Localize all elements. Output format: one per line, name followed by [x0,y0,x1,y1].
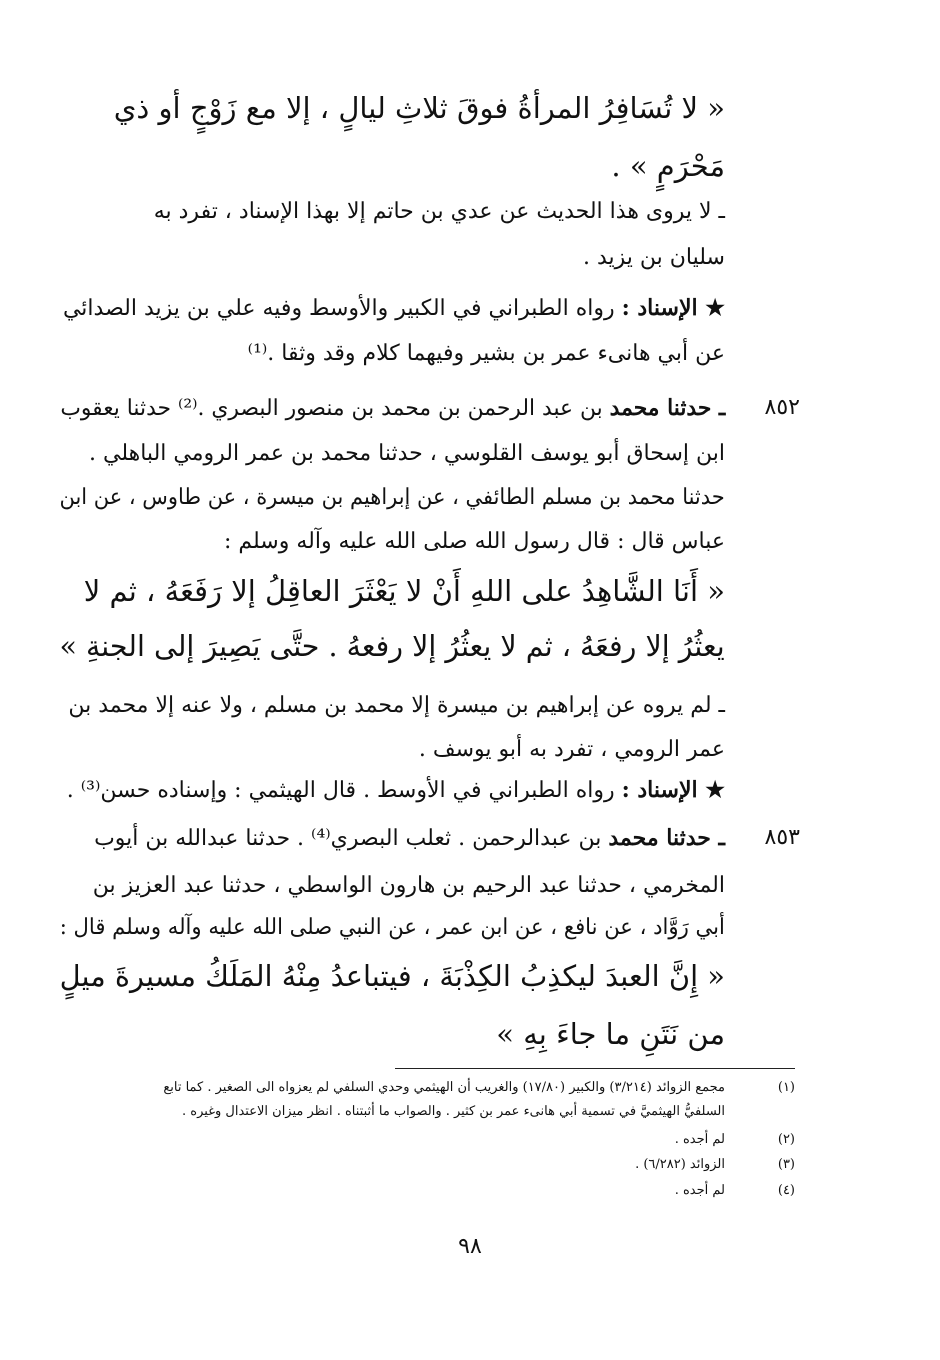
matn-line: « أَنَا الشَّاهِدُ على اللهِ أَنْ لا يَعْثَرَ العاقِلُ إلا رَفَعَهُ ، ثم لا [83,574,725,608]
chain-line: حدثنا محمد بن مسلم الطائفي ، عن إبراهيم بن ميسرة ، عن طاوس ، عن ابن [59,485,725,510]
chain-lead: ـ حدثنا محمد [609,395,725,421]
chain-line: ابن إسحاق أبو يوسف القلوسي ، حدثنا محمد بن عمر الرومي الباهلي . [89,441,725,466]
isnad-line [67,770,725,811]
footnote-number: (٤) [777,1183,795,1198]
note-line: سليان بن يزيد . [583,245,725,270]
chain-line [60,388,725,429]
footnote-divider [395,1068,795,1069]
matn-line: مَحْرَمٍ » . [611,149,725,183]
isnad-text: رواه الطبراني في الأوسط . قال الهيثمي : وإسناده حسن⁽³⁾ . [66,778,615,803]
footnote-text: السلفيُّ الهيثميَّ في تسمية أبي هانىء عمر بن كثير . والصواب ما أثبتناه . انظر ميزان الاعتدال وغيره . [182,1104,725,1119]
chain-line [94,818,725,859]
note-line: ـ لا يروى هذا الحديث عن عدي بن حاتم إلا بهذا الإسناد ، تفرد به [153,199,725,224]
chain-line: أبي رَوَّاد ، عن نافع ، عن ابن عمر ، عن النبي صلى الله عليه وآله وسلم قال : [59,915,725,940]
matn-line: يعثُرُ إلا رفعَهُ ، ثم لا يعثُرُ إلا رفعهُ . حتَّى يَصِيرَ إلى الجنةِ » [59,629,725,663]
matn-line: من نَتَنِ ما جاءَ بِهِ » [496,1017,725,1051]
chain-text: بن عبد الرحمن بن محمد بن منصور البصري .⁽²⁾ حدثنا يعقوب [60,396,603,421]
footnote-text: مجمع الزوائد (٣/٢١٤) والكبير (١٧/٨٠) والغريب أن الهيثمي وحدي السلفي لم يعزواه الى الصغير . كما تابع [163,1080,725,1095]
page-number: ٩٨ [458,1234,482,1259]
note-line: عمر الرومي ، تفرد به أبو يوسف . [418,737,725,762]
chain-text: بن عبدالرحمن . ثعلب البصري⁽⁴⁾ . حدثنا عبدالله بن أيوب [94,826,602,851]
isnad-line: عن أبي هانىء عمر بن بشير وفيهما كلام وقد وثقا .⁽¹⁾ [247,341,725,366]
chain-line: عباس قال : قال رسول الله صلى الله عليه وآله وسلم : [223,529,725,554]
footnote-text: الزوائد (٦/٢٨٢) . [635,1157,725,1172]
isnad-label: ★ الإسناد : [621,295,725,321]
hadith-number: ٨٥٢ [764,395,800,420]
note-line: ـ لم يروه عن إبراهيم بن ميسرة إلا محمد بن مسلم ، ولا عنه إلا محمد بن [68,693,725,718]
footnote-number: (٢) [777,1132,795,1147]
footnote-number: (١) [777,1080,795,1095]
isnad-text: رواه الطبراني في الكبير والأوسط وفيه علي بن يزيد الصدائي [62,296,615,321]
hadith-number: ٨٥٣ [764,825,800,850]
matn-line: « إِنَّ العبدَ ليكذِبُ الكِذْبَةَ ، فيتباعدُ مِنْهُ المَلَكُ مسيرةَ ميلٍ [59,959,725,993]
matn-line: « لا تُسَافِرُ المرأةُ فوقَ ثلاثِ ليالٍ ، إلا مع زَوْجٍ أو ذي [113,91,725,125]
footnote-text: لم أجده . [674,1132,725,1147]
footnote-number: (٣) [777,1157,795,1172]
isnad-line [63,288,725,329]
chain-lead: ـ حدثنا محمد [608,825,725,851]
chain-line: المخرمي ، حدثنا عبد الرحيم بن هارون الواسطي ، حدثنا عبد العزيز بن [92,873,725,898]
isnad-label: ★ الإسناد : [621,777,725,803]
footnote-text: لم أجده . [674,1183,725,1198]
